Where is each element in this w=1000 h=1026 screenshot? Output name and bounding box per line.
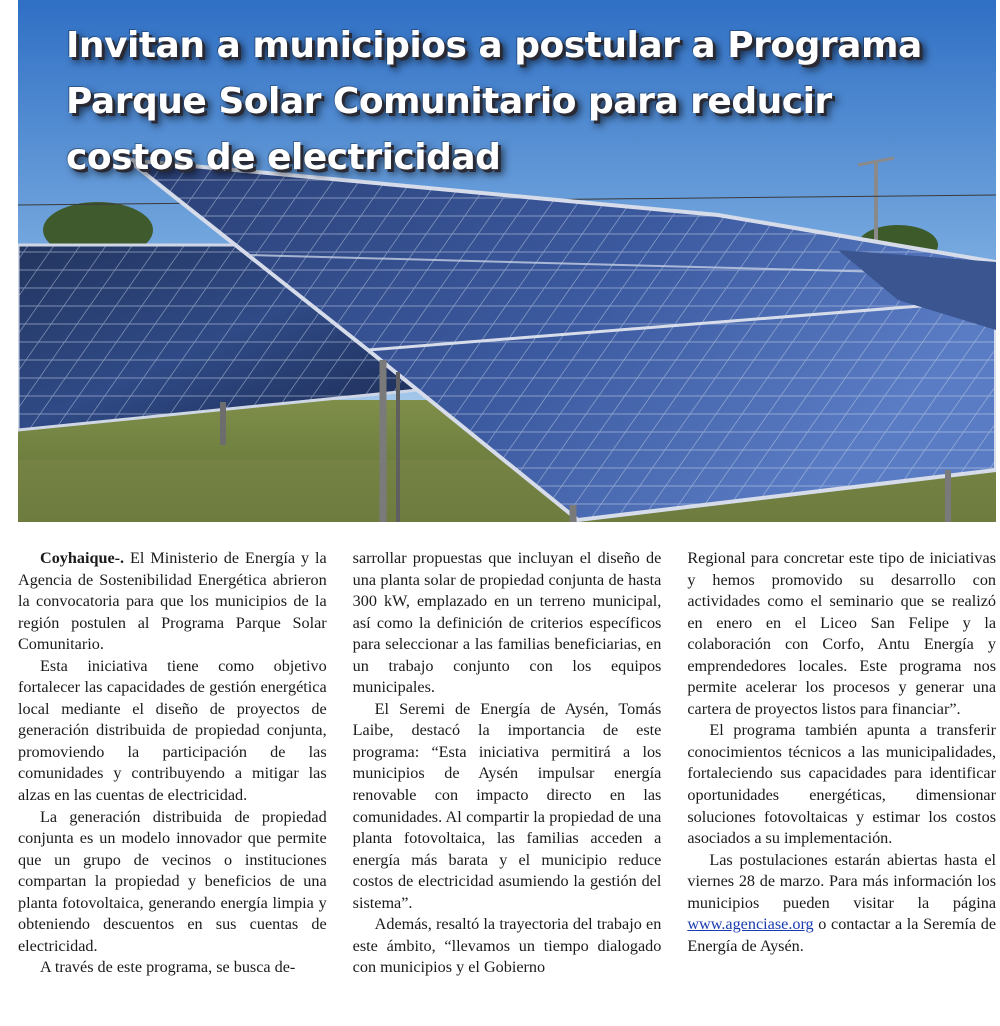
article-body (18, 548, 996, 1018)
paragraph: Las postulaciones estarán abiertas hasta el viernes 28 de marzo. Para más información los municipios pueden visitar la página www.agenciase.org o contactar a la Seremía de Energía de Aysén. (687, 850, 997, 955)
article-column-2 (353, 548, 662, 1018)
paragraph: Coyhaique-. El Ministerio de Energía y la Agencia de Sostenibilidad Energética abrieron la convocatoria para que los municipios de la región postulen al Programa Parque Solar Comunitario. (18, 549, 327, 654)
paragraph: La generación distribuida de propiedad conjunta es un modelo innovador que permite que un grupo de vecinos o instituciones compartan la propiedad y beneficios de una planta fotovoltaica, generando energía limpia y obteniendo descuentos en sus cuentas de electricidad. (18, 807, 327, 955)
agency-website-link[interactable]: www.agenciase.org (687, 915, 814, 934)
paragraph: Regional para concretar este tipo de iniciativas y hemos promovido su desarrollo con actividades como el seminario que se realizó en enero en el Liceo San Felipe y la colaboración con Corfo, Antu Energía y emprendedores locales. Este programa nos permite acelerar los procesos y generar una cartera de proyectos listos para financiar”. (687, 549, 997, 718)
headline-line-3: costos de electricidad (66, 137, 501, 178)
paragraph: El Seremi de Energía de Aysén, Tomás Laibe, destacó la importancia de este programa: “Esta iniciativa permitirá a los municipios de Aysén impulsar energía renovable con impacto directo en las comunidades. Al compartir la propiedad de una planta fotovoltaica, las familias acceden a energía más barata y el municipio reduce costos de electricidad asumiendo la gestión del sistema”. (352, 699, 662, 912)
article-column-3 (687, 548, 996, 1018)
paragraph: sarrollar propuestas que incluyan el diseño de una planta solar de propiedad conjunta de hasta 300 kW, emplazado en un terreno municipal, así como la definición de criterios específicos para seleccionar a las familias beneficiarias, en un trabajo conjunto con los equipos municipales. (352, 549, 662, 697)
article-column-1 (18, 548, 327, 1018)
dateline: Coyhaique-. (40, 549, 125, 567)
paragraph: Además, resaltó la trayectoria del trabajo en este ámbito, “llevamos un tiempo dialogado con municipios y el Gobierno (352, 915, 662, 977)
paragraph: El programa también apunta a transferir conocimientos técnicos a las municipalidades, fortaleciendo sus capacidades para identificar oportunidades energéticas, dimensionar soluciones fotovoltaicas y estimar los costos asociados a su implementación. (687, 721, 997, 848)
headline-line-2: Parque Solar Comunitario para reducir (66, 81, 832, 122)
paragraph: A través de este programa, se busca de- (40, 958, 296, 977)
hero-photo (18, 0, 996, 522)
headline (66, 18, 966, 186)
paragraph: Esta iniciativa tiene como objetivo fortalecer las capacidades de gestión energética local mediante el diseño de proyectos de generación distribuida de propiedad conjunta, promoviendo la participación de las comunidades y contribuyendo a mitigar las alzas en las cuentas de electricidad. (18, 656, 327, 805)
headline-line-1: Invitan a municipios a postular a Programa (66, 25, 922, 66)
